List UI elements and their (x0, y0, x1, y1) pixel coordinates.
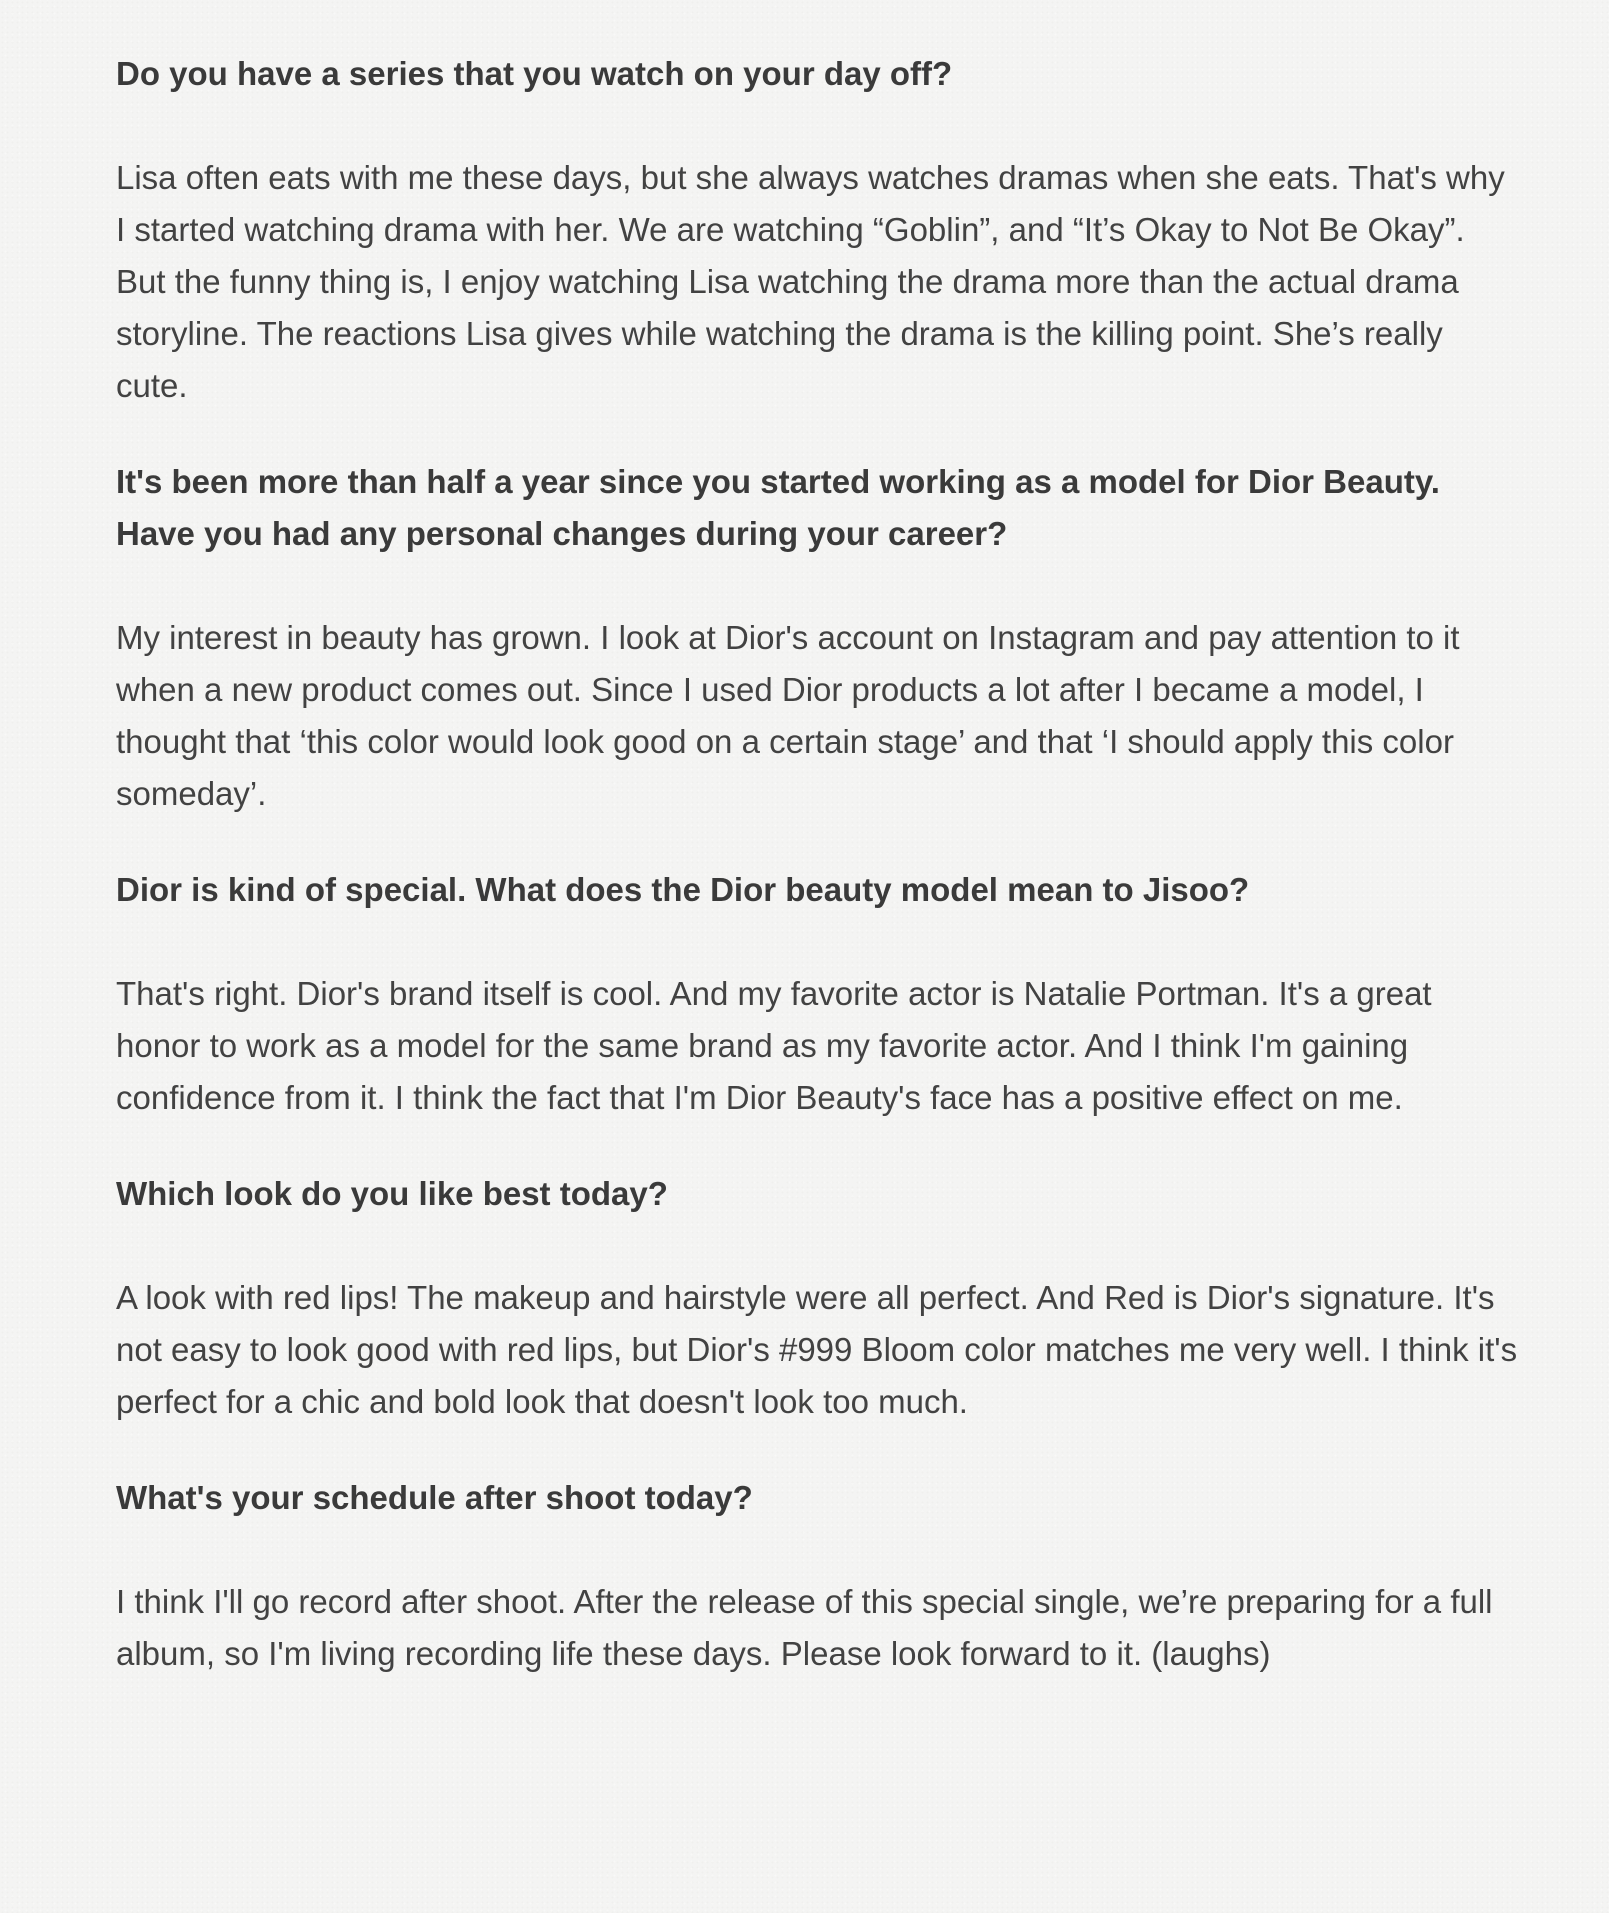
question-text: Which look do you like best today? (116, 1175, 668, 1212)
question-text: Dior is kind of special. What does the Dior beauty model mean to Jisoo? (116, 871, 1250, 908)
answer-text: I think I'll go record after shoot. After the release of this special single, we’re preparing for a full album, so I'm living recording life these days. Please look forward to it. (laughs) (116, 1583, 1493, 1672)
qa-block-series (116, 48, 1519, 412)
qa-block-dior-meaning (116, 864, 1519, 1124)
answer-text: My interest in beauty has grown. I look at Dior's account on Instagram and pay attention to it when a new product comes out. Since I used Dior products a lot after I became a model, I thought that ‘this color would look good on a certain stage’ and that ‘I should apply this color someday’. (116, 619, 1460, 812)
qa-block-schedule (116, 1472, 1519, 1680)
answer-text: A look with red lips! The makeup and hairstyle were all perfect. And Red is Dior's signature. It's not easy to look good with red lips, but Dior's #999 Bloom color matches me very well. I think it's perfect for a chic and bold look that doesn't look too much. (116, 1279, 1518, 1420)
qa-block-best-look (116, 1168, 1519, 1428)
answer-text: Lisa often eats with me these days, but she always watches dramas when she eats. That's why I started watching drama with her. We are watching “Goblin”, and “It’s Okay to Not Be Okay”. But the funny thing is, I enjoy watching Lisa watching the drama more than the actual drama storyline. The reactions Lisa gives while watching the drama is the killing point. She’s really cute. (116, 159, 1505, 404)
qa-block-personal-changes (116, 456, 1519, 820)
question-text: Do you have a series that you watch on your day off? (116, 55, 953, 92)
question-text: What's your schedule after shoot today? (116, 1479, 753, 1516)
question-text: It's been more than half a year since you started working as a model for Dior Beauty. Have you had any personal changes during your career? (116, 463, 1440, 552)
answer-text: That's right. Dior's brand itself is cool. And my favorite actor is Natalie Portman. It's a great honor to work as a model for the same brand as my favorite actor. And I think I'm gaining confidence from it. I think the fact that I'm Dior Beauty's face has a positive effect on me. (116, 975, 1432, 1116)
